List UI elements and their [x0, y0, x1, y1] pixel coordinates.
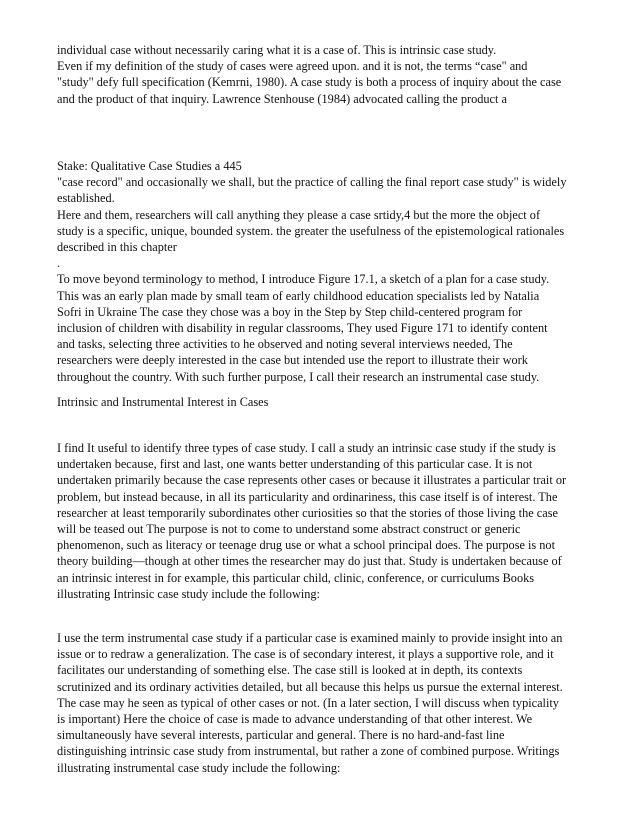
text-line: "case record" and occasionally we shall, but the practice of calling the final report case study" is widely: [57, 175, 567, 190]
text-line: individual case without necessarily caring what it is a case of. This is intrinsic case study.: [57, 43, 497, 57]
text-line: inclusion of children with disability in regular classrooms, They used Figure 171 to identify content: [57, 321, 548, 336]
text-line: facilitates our understanding of something else. The case still is looked at in depth, its contexts: [57, 663, 523, 678]
text-line: .: [57, 256, 61, 271]
text-line: "study" defy full specification (Kemrni, 1980). A case study is both a process of inquiry about the case: [57, 75, 562, 90]
text-line: researchers were deeply interested in the case but intended use the report to illustrate their work: [57, 353, 528, 368]
text-line: Even if my definition of the study of cases were agreed upon. and it is not, the terms “case" and: [57, 59, 528, 74]
text-line: an intrinsic interest in for example, this particular child, clinic, conference, or curriculums Books: [57, 570, 535, 585]
text-line: undertaken because, first and last, one wants better understanding of this particular case. It is not: [57, 457, 533, 472]
text-line: is important) Here the choice of case is made to advance understanding of that other interest. We: [57, 712, 533, 727]
text-line: issue or to redraw a generalization. The case is of secondary interest, it plays a supportive role, and it: [57, 647, 554, 662]
section-heading: [57, 394, 587, 410]
text-line: described in this chapter: [57, 240, 177, 255]
text-line: simultaneously have several interests, particular and general. There is no hard-and-fast line: [57, 728, 505, 743]
text-line: researcher at least temporarily subordinates other curiosities so that the stories of those living the case: [57, 505, 558, 520]
paragraph-instrumental: [57, 630, 587, 776]
text-line: Here and them, researchers will call anything they please a case srtidy,4 but the more the object of: [57, 207, 541, 222]
text-line: established.: [57, 191, 115, 206]
text-line: phenomenon, such as literacy or teenage drug use or what a school principal does. The purpose is not: [57, 538, 555, 553]
text-line: undertaken primarily because the case represents other cases or because it illustrates a particular trait or: [57, 473, 567, 488]
text-line: To move beyond terminology to method, I introduce Figure 17.1, a sketch of a plan for a case study.: [57, 272, 550, 287]
text-line: I find It useful to identify three types of case study. I call a study an intrinsic case study if the study is: [57, 441, 556, 455]
section-heading-text: Intrinsic and Instrumental Interest in Cases: [57, 395, 269, 409]
text-line: scrutinized and its ordinary activities detailed, but all because this helps us pursue the external interest.: [57, 679, 563, 694]
text-line: and tasks, selecting three activities to he observed and noting several interviews needed, The: [57, 337, 513, 352]
paragraph-stake: [57, 158, 587, 385]
text-line: Sofri in Ukraine The case they chose was a boy in the Step by Step child-centered program for: [57, 304, 523, 319]
text-line: throughout the country. With such further purpose, I call their research an instrumental case study.: [57, 369, 540, 384]
text-line: I use the term instrumental case study if a particular case is examined mainly to provide insight into an: [57, 631, 563, 645]
text-line: distinguishing intrinsic case study from instrumental, but rather a zone of combined purpose. Writings: [57, 744, 560, 759]
text-line: and the product of that inquiry. Lawrence Stenhouse (1984) advocated calling the product a: [57, 91, 507, 106]
text-line: problem, but instead because, in all its particularity and ordinariness, this case itself is of interest. The: [57, 489, 558, 504]
text-line: This was an early plan made by small team of early childhood education specialists led by Natalia: [57, 288, 540, 303]
text-line: study is a specific, unique, bounded system. the greater the usefulness of the epistemological rationales: [57, 223, 565, 238]
paragraph-intro: [57, 42, 587, 107]
text-line: will be teased out The purpose is not to come to understand some abstract construct or generic: [57, 522, 521, 537]
text-line: The case may he seen as typical of other cases or not. (In a later section, I will discuss when typicality: [57, 695, 559, 710]
paragraph-intrinsic: [57, 440, 587, 602]
text-line: illustrating instrumental case study include the following:: [57, 760, 341, 775]
running-header: Stake: Qualitative Case Studies a 445: [57, 159, 242, 173]
text-line: theory building—though at other times the researcher may do just that. Study is undertaken because of: [57, 554, 562, 569]
text-line: illustrating Intrinsic case study include the following:: [57, 586, 320, 601]
